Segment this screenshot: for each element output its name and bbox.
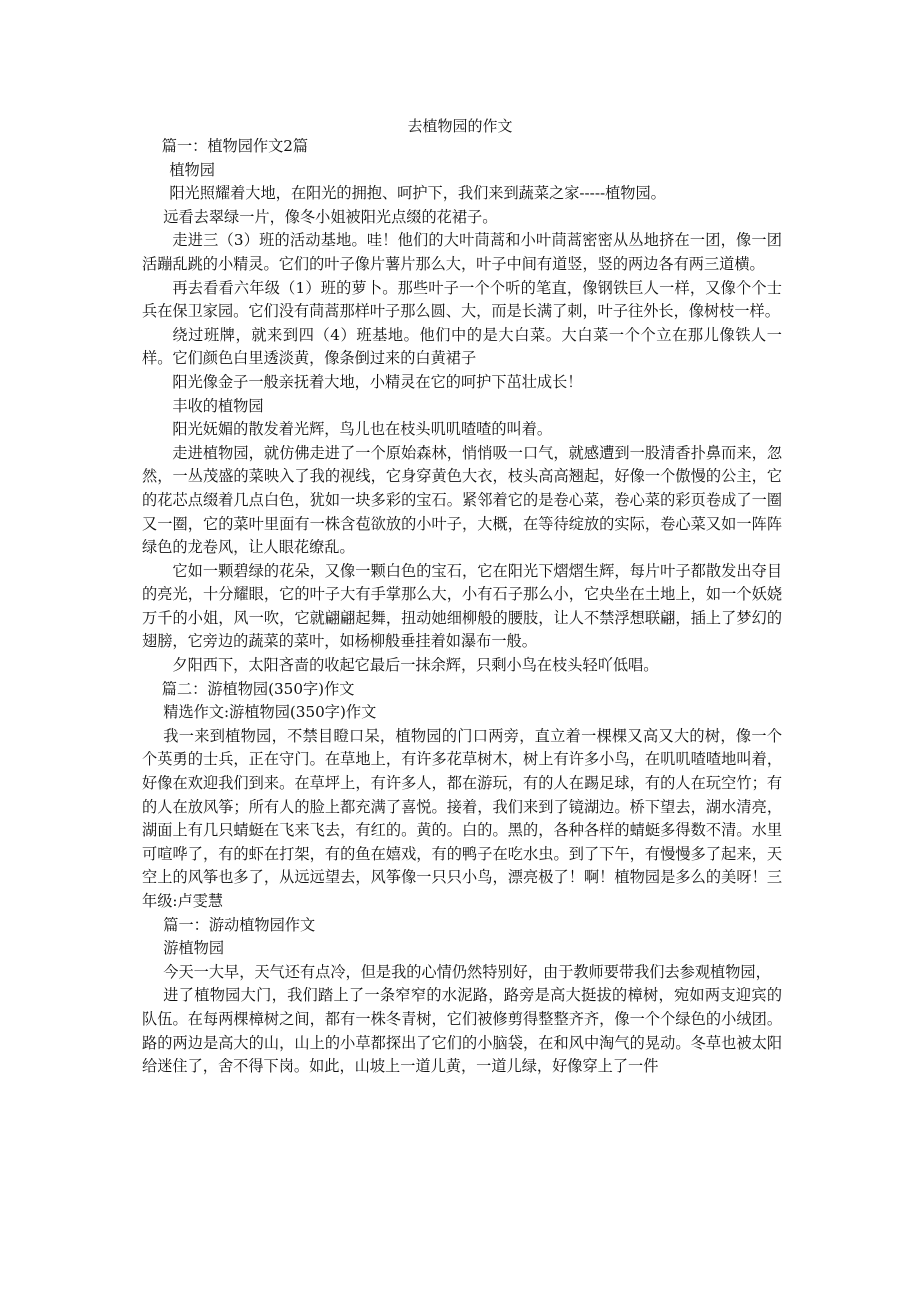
paragraph: 阳光照耀着大地，在阳光的拥抱、呵护下，我们来到蔬菜之家-----植物园。 [169,184,666,203]
paragraph: 再去看看六年级（1）班的萝卜。那些叶子一个个听的笔直，像钢铁巨人一样，又像个个士兵在保卫家园。它们没有茼蒿那样叶子那么圆、大，而是长满了刺，叶子往外长，像树枝一样。 [142,278,782,321]
paragraph: 植物园 [169,160,215,179]
paragraph: 阳光妩媚的散发着光辉，鸟儿也在枝头叽叽喳喳的叫着。 [172,420,553,439]
paragraph: 篇一：植物园作文2篇 [161,137,309,155]
paragraph: 今天一大早，天气还有点冷，但是我的心情仍然特别好，由于教师要带我们去参观植物园， [163,962,771,981]
paragraph: 它如一颗碧绿的花朵，又像一颗白色的宝石，它在阳光下熠熠生辉，每片叶子都散发出夺目的亮光，十分耀眼，它的叶子大有手掌那么大，小有石子那么小，它央坐在土地上，如一个妖娆万千的小姐，风一吹，它就翩翩起舞，扭动她细柳般的腰肢，让人不禁浮想联翩，插上了梦幻的翅膀，它旁边的蔬菜的菜叶，如杨柳般垂挂着如瀑布一般。 [142,561,782,651]
paragraph: 篇一：游动植物园作文 [163,915,316,934]
paragraph: 篇二：游植物园(350字)作文 [161,679,355,698]
paragraph: 精选作文:游植物园(350字)作文 [163,703,377,722]
document-body [142,135,782,1079]
document-title: 去植物园的作文 [407,117,513,135]
paragraph: 丰收的植物园 [172,396,264,415]
paragraph: 夕阳西下，太阳吝啬的收起它最后一抹余辉，只剩小鸟在枝头轻吖低唱。 [172,656,659,675]
paragraph: 绕过班牌，就来到四（4）班基地。他们中的是大白菜。大白菜一个个立在那儿像铁人一样。它们颜色白里透淡黄，像条倒过来的白黄裙子 [142,325,782,368]
paragraph: 走进植物园，就仿佛走进了一个原始森林，悄悄吸一口气，就感遭到一股清香扑鼻而来，忽然，一丛茂盛的菜映入了我的视线，它身穿黄色大衣，枝头高高翘起，好像一个傲慢的公主，它的花芯点缀着几点白色，犹如一块多彩的宝石。紧邻着它的是卷心菜，卷心菜的彩页卷成了一圈又一圈，它的菜叶里面有一株含苞欲放的小叶子，大概，在等待绽放的实际，卷心菜又如一阵阵绿色的龙卷风，让人眼花缭乱。 [142,443,782,557]
paragraph: 进了植物园大门，我们踏上了一条窄窄的水泥路，路旁是高大挺拔的樟树，宛如两支迎宾的队伍。在每两棵樟树之间，都有一株冬青树，它们被修剪得整整齐齐，像一个个绿色的小绒团。路的两边是高大的山，山上的小草都探出了它们的小脑袋，在和风中淘气的晃动。冬草也被太阳给迷住了，舍不得下岗。如此，山坡上一道儿黄，一道儿绿，好像穿上了一件 [142,986,782,1076]
paragraph: 走进三（3）班的活动基地。哇！他们的大叶茼蒿和小叶茼蒿密密从丛地挤在一团，像一团活蹦乱跳的小精灵。它们的叶子像片薯片那么大，叶子中间有道竖，竖的两边各有两三道横。 [142,231,782,273]
paragraph: 我一来到植物园，不禁目瞪口呆，植物园的门口两旁，直立着一棵棵又高又大的树，像一个个英勇的士兵，正在守门。在草地上，有许多花草树木，树上有许多小鸟，在叽叽喳喳地叫着，好像在欢迎我们到来。在草坪上，有许多人，都在游玩，有的人在踢足球，有的人在玩空竹；有的人在放风筝；所有人的脸上都充满了喜悦。接着，我们来到了镜湖边。桥下望去，湖水清亮，湖面上有几只蜻蜓在飞来飞去，有红的。黄的。白的。黑的，各种各样的蜻蜓多得数不清。水里可喧哗了，有的虾在打架，有的鱼在嬉戏，有的鸭子在吃水虫。到了下午，有慢慢多了起来，天空上的风筝也多了，从远远望去，风筝像一只只小鸟，漂亮极了！啊！植物园是多么的美呀！三年级:卢雯慧 [142,726,782,910]
paragraph: 远看去翠绿一片，像冬小姐被阳光点缀的花裙子。 [163,207,498,226]
paragraph: 游植物园 [163,939,225,958]
paragraph: 阳光像金子一般亲抚着大地，小精灵在它的呵护下茁壮成长！ [172,372,583,391]
